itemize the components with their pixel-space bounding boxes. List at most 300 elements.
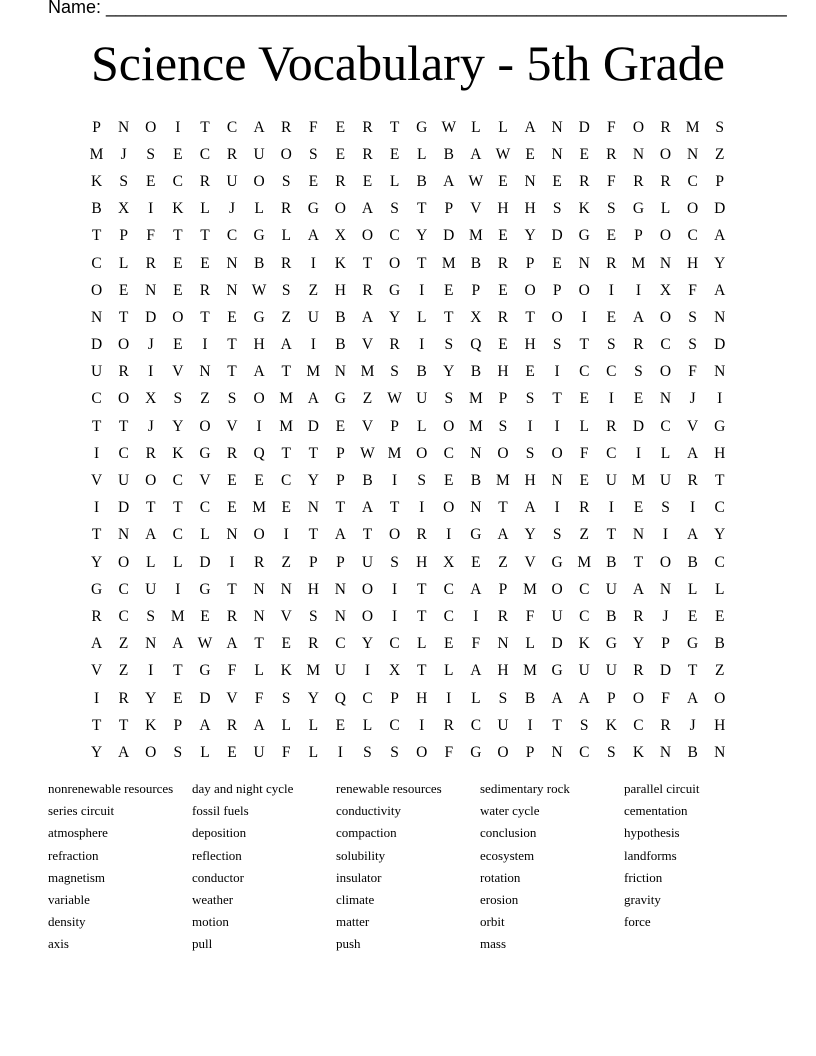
grid-letter: L	[416, 635, 427, 653]
grid-letter: L	[714, 580, 725, 598]
grid-letter: I	[310, 336, 316, 354]
grid-letter: W	[387, 390, 402, 408]
grid-letter: Y	[388, 308, 401, 326]
grid-letter: C	[579, 363, 590, 381]
grid-letter: K	[172, 444, 184, 462]
grid-letter: C	[443, 607, 454, 625]
grid-letter: E	[146, 172, 156, 190]
grid-letter: N	[470, 444, 482, 462]
grid-letter: I	[608, 390, 614, 408]
grid-letter: C	[389, 716, 400, 734]
grid-letter: C	[362, 689, 373, 707]
word-bank-item: orbit	[480, 914, 505, 930]
grid-letter: R	[335, 172, 346, 190]
page-title: Science Vocabulary - 5th Grade	[90, 35, 726, 91]
grid-letter: I	[554, 417, 560, 435]
grid-letter: E	[444, 472, 454, 490]
grid-letter: N	[145, 281, 157, 299]
grid-letter: L	[471, 118, 481, 136]
grid-letter: B	[524, 689, 536, 707]
word-bank-item: rotation	[480, 869, 521, 885]
grid-letter: T	[444, 308, 454, 326]
grid-letter: D	[118, 499, 130, 517]
grid-letter: P	[390, 689, 399, 707]
word-bank-item: gravity	[624, 891, 661, 907]
grid-letter: E	[471, 553, 481, 571]
grid-letter: F	[688, 281, 697, 299]
grid-letter: T	[118, 417, 129, 435]
grid-letter: I	[419, 281, 425, 299]
grid-letter: H	[687, 254, 699, 272]
grid-letter: A	[307, 390, 319, 408]
grid-letter: N	[226, 254, 238, 272]
grid-letter: H	[307, 580, 319, 598]
grid-letter: A	[307, 227, 319, 245]
grid-letter: G	[199, 662, 211, 680]
grid-letter: T	[227, 363, 237, 381]
grid-letter: H	[334, 281, 346, 299]
grid-letter: T	[200, 227, 210, 245]
grid-letter: Z	[308, 281, 319, 299]
grid-letter: F	[661, 689, 670, 707]
grid-letter: I	[635, 281, 641, 299]
grid-letter: K	[334, 254, 346, 272]
grid-letter: A	[470, 145, 482, 163]
grid-letter: T	[281, 444, 291, 462]
grid-letter: L	[660, 444, 671, 462]
grid-letter: M	[631, 472, 646, 490]
grid-letter: T	[173, 227, 183, 245]
grid-letter: L	[660, 200, 671, 218]
grid-letter: S	[552, 200, 562, 218]
grid-letter: S	[363, 743, 372, 761]
grid-letter: I	[93, 444, 100, 462]
grid-letter: O	[172, 308, 184, 326]
grid-letter: N	[659, 743, 672, 761]
grid-letter: B	[335, 308, 346, 326]
grid-letter: C	[389, 227, 400, 245]
grid-letter: A	[118, 743, 130, 761]
grid-letter: T	[200, 308, 210, 326]
word-bank-item: cementation	[624, 803, 688, 819]
grid-letter: T	[416, 200, 427, 218]
grid-letter: V	[361, 417, 374, 435]
word-bank-item: solubility	[336, 847, 386, 863]
grid-letter: V	[226, 417, 238, 435]
grid-letter: R	[443, 716, 454, 734]
grid-letter: S	[390, 553, 399, 571]
grid-letter: X	[659, 281, 672, 299]
grid-letter: H	[497, 363, 509, 381]
grid-letter: I	[391, 472, 398, 490]
grid-letter: S	[119, 172, 128, 190]
grid-letter: I	[473, 607, 479, 625]
grid-letter: S	[281, 172, 291, 190]
grid-letter: N	[253, 580, 265, 598]
grid-letter: C	[172, 526, 183, 544]
grid-letter: N	[470, 499, 482, 517]
grid-letter: E	[118, 281, 129, 299]
grid-letter: O	[659, 308, 672, 326]
grid-letter: M	[170, 607, 185, 625]
grid-letter: M	[252, 499, 266, 517]
grid-letter: N	[524, 172, 536, 190]
grid-letter: U	[118, 472, 130, 490]
grid-letter: I	[364, 662, 371, 680]
grid-letter: B	[687, 743, 698, 761]
grid-letter: I	[446, 526, 452, 544]
grid-letter: P	[715, 172, 725, 190]
grid-letter: G	[551, 553, 563, 571]
grid-letter: T	[118, 716, 129, 734]
grid-letter: W	[360, 444, 375, 462]
grid-letter: H	[497, 200, 509, 218]
grid-letter: R	[118, 689, 129, 707]
grid-letter: C	[579, 607, 590, 625]
grid-letter: R	[579, 172, 590, 190]
grid-letter: I	[419, 336, 425, 354]
grid-letter: E	[498, 172, 508, 190]
grid-letter: A	[172, 635, 184, 653]
grid-letter: N	[497, 635, 509, 653]
grid-letter: L	[579, 417, 589, 435]
grid-letter: S	[390, 363, 399, 381]
grid-letter: N	[714, 363, 726, 381]
grid-letter: I	[662, 526, 669, 544]
grid-letter: M	[468, 227, 483, 245]
grid-letter: D	[578, 118, 590, 136]
grid-letter: R	[497, 254, 509, 272]
grid-letter: R	[416, 526, 427, 544]
grid-letter: Y	[145, 689, 157, 707]
grid-letter: C	[579, 743, 590, 761]
grid-letter: P	[525, 743, 535, 761]
grid-letter: O	[551, 444, 563, 462]
grid-letter: U	[659, 472, 672, 490]
grid-letter: G	[199, 580, 211, 598]
grid-letter: E	[362, 172, 373, 190]
grid-letter: E	[606, 308, 617, 326]
grid-letter: N	[199, 363, 211, 381]
grid-letter: R	[118, 363, 129, 381]
grid-letter: R	[362, 145, 373, 163]
grid-letter: N	[118, 118, 130, 136]
grid-letter: O	[632, 689, 645, 707]
grid-letter: U	[416, 390, 428, 408]
grid-letter: T	[91, 227, 102, 245]
grid-letter: E	[173, 689, 183, 707]
grid-letter: L	[416, 308, 427, 326]
grid-letter: O	[714, 689, 726, 707]
grid-letter: C	[118, 444, 129, 462]
grid-letter: A	[551, 689, 563, 707]
grid-letter: E	[281, 635, 291, 653]
grid-letter: J	[662, 607, 669, 625]
grid-letter: T	[579, 336, 589, 354]
grid-letter: C	[118, 580, 129, 598]
grid-letter: Y	[307, 472, 319, 490]
grid-letter: K	[605, 716, 617, 734]
grid-letter: V	[470, 200, 482, 218]
grid-letter: N	[280, 580, 292, 598]
grid-letter: G	[470, 743, 482, 761]
grid-letter: R	[281, 200, 292, 218]
grid-letter: C	[335, 635, 346, 653]
grid-letter: E	[606, 227, 617, 245]
grid-letter: A	[578, 689, 590, 707]
grid-letter: O	[199, 417, 211, 435]
grid-letter: A	[632, 308, 645, 326]
grid-letter: A	[145, 526, 157, 544]
grid-letter: O	[361, 607, 374, 625]
grid-letter: B	[470, 254, 482, 272]
grid-letter: K	[280, 662, 292, 680]
grid-letter: Y	[524, 227, 536, 245]
grid-letter: E	[714, 607, 725, 625]
grid-letter: S	[227, 390, 237, 408]
grid-letter: M	[279, 417, 294, 435]
grid-letter: S	[281, 281, 291, 299]
grid-letter: F	[281, 743, 291, 761]
grid-letter: R	[633, 336, 644, 354]
grid-letter: L	[118, 254, 129, 272]
grid-letter: R	[281, 118, 292, 136]
word-bank-item: refraction	[48, 847, 99, 863]
grid-letter: O	[416, 444, 428, 462]
grid-letter: T	[308, 526, 319, 544]
grid-letter: A	[253, 363, 265, 381]
word-bank-item: erosion	[480, 891, 519, 907]
grid-letter: O	[497, 743, 509, 761]
grid-letter: C	[199, 499, 211, 517]
word-bank-item: push	[336, 936, 361, 952]
grid-letter: X	[443, 553, 455, 571]
grid-letter: T	[281, 363, 291, 381]
grid-letter: P	[498, 390, 508, 408]
grid-letter: O	[388, 526, 401, 544]
grid-letter: L	[308, 716, 319, 734]
grid-letter: C	[226, 227, 238, 245]
grid-letter: M	[89, 145, 104, 163]
grid-letter: N	[714, 743, 726, 761]
grid-letter: C	[606, 363, 617, 381]
grid-letter: A	[90, 635, 103, 653]
grid-letter: Y	[443, 363, 455, 381]
grid-letter: T	[552, 390, 562, 408]
grid-letter: R	[226, 444, 238, 462]
word-bank-item: nonrenewable resources	[48, 781, 174, 796]
grid-letter: U	[90, 363, 103, 381]
grid-letter: U	[605, 580, 617, 598]
grid-letter: A	[470, 580, 482, 598]
grid-letter: N	[714, 308, 726, 326]
grid-letter: U	[253, 743, 265, 761]
grid-letter: C	[606, 444, 617, 462]
grid-letter: A	[361, 200, 374, 218]
grid-letter: I	[202, 336, 208, 354]
grid-letter: H	[416, 553, 428, 571]
grid-letter: L	[200, 200, 210, 218]
grid-letter: I	[148, 662, 154, 680]
name-field-label: Name: ____________________________________________________________________	[48, 0, 787, 17]
grid-letter: S	[607, 743, 616, 761]
grid-letter: N	[659, 254, 672, 272]
grid-letter: E	[335, 118, 346, 136]
grid-letter: G	[334, 390, 346, 408]
grid-letter: C	[226, 118, 238, 136]
grid-letter: F	[579, 444, 589, 462]
grid-letter: I	[608, 281, 614, 299]
grid-letter: V	[361, 336, 374, 354]
grid-letter: L	[308, 743, 319, 761]
grid-letter: N	[659, 390, 672, 408]
grid-letter: O	[253, 390, 265, 408]
grid-letter: G	[388, 281, 401, 299]
grid-letter: I	[229, 553, 235, 571]
grid-letter: F	[146, 227, 156, 245]
grid-letter: N	[632, 145, 645, 163]
grid-letter: V	[524, 553, 536, 571]
grid-letter: E	[579, 390, 589, 408]
grid-letter: T	[173, 499, 183, 517]
grid-letter: Y	[90, 553, 103, 571]
word-bank-item: hypothesis	[624, 825, 680, 841]
grid-letter: I	[93, 689, 100, 707]
grid-letter: M	[468, 417, 483, 435]
grid-letter: S	[607, 200, 616, 218]
grid-letter: I	[256, 417, 262, 435]
grid-letter: J	[228, 200, 236, 218]
grid-letter: B	[714, 635, 725, 653]
grid-letter: R	[281, 254, 292, 272]
grid-letter: S	[308, 607, 318, 625]
grid-letter: R	[579, 499, 590, 517]
grid-letter: I	[419, 499, 425, 517]
grid-letter: A	[361, 308, 374, 326]
grid-letter: N	[578, 254, 590, 272]
grid-letter: G	[199, 444, 211, 462]
grid-letter: E	[579, 472, 589, 490]
grid-letter: L	[687, 580, 698, 598]
grid-letter: O	[334, 200, 346, 218]
grid-letter: V	[172, 363, 184, 381]
grid-letter: X	[118, 200, 130, 218]
grid-letter: T	[498, 499, 508, 517]
word-search-grid	[83, 114, 733, 767]
grid-letter: T	[552, 716, 562, 734]
grid-letter: I	[283, 526, 289, 544]
grid-letter: L	[254, 200, 264, 218]
grid-letter: F	[444, 743, 454, 761]
grid-letter: O	[145, 472, 157, 490]
grid-letter: A	[687, 444, 699, 462]
grid-letter: C	[91, 390, 102, 408]
grid-letter: O	[524, 281, 536, 299]
grid-letter: N	[632, 526, 645, 544]
grid-letter: I	[527, 716, 533, 734]
grid-letter: G	[470, 526, 482, 544]
grid-letter: E	[173, 145, 183, 163]
grid-letter: S	[688, 308, 697, 326]
grid-letter: M	[306, 662, 321, 680]
grid-letter: L	[471, 689, 481, 707]
grid-letter: M	[631, 254, 646, 272]
grid-letter: A	[470, 662, 482, 680]
grid-letter: A	[524, 118, 536, 136]
grid-letter: R	[226, 716, 238, 734]
grid-letter: T	[633, 553, 644, 571]
grid-letter: A	[253, 118, 265, 136]
grid-letter: B	[470, 472, 482, 490]
grid-letter: B	[91, 200, 102, 218]
grid-letter: H	[524, 472, 536, 490]
grid-letter: B	[416, 172, 427, 190]
grid-letter: C	[389, 635, 400, 653]
grid-letter: D	[443, 227, 455, 245]
word-bank-item: conclusion	[480, 825, 537, 841]
grid-letter: C	[281, 472, 292, 490]
grid-letter: Y	[361, 635, 374, 653]
grid-letter: K	[578, 635, 590, 653]
grid-letter: U	[605, 662, 617, 680]
grid-letter: O	[578, 281, 590, 299]
grid-letter: M	[523, 662, 537, 680]
grid-letter: I	[446, 689, 452, 707]
grid-letter: T	[335, 499, 346, 517]
grid-letter: R	[145, 254, 156, 272]
grid-letter: E	[552, 172, 562, 190]
grid-letter: E	[227, 743, 237, 761]
grid-letter: R	[226, 145, 238, 163]
grid-letter: F	[607, 118, 616, 136]
word-bank-item: conductivity	[336, 803, 401, 819]
grid-letter: E	[335, 145, 346, 163]
grid-letter: I	[581, 308, 587, 326]
grid-letter: S	[579, 716, 589, 734]
grid-letter: C	[687, 172, 698, 190]
word-bank-item: axis	[48, 936, 69, 952]
grid-letter: S	[281, 689, 291, 707]
grid-letter: E	[254, 472, 264, 490]
grid-letter: O	[361, 227, 374, 245]
grid-letter: C	[443, 444, 454, 462]
grid-letter: S	[498, 689, 508, 707]
grid-letter: R	[660, 716, 671, 734]
word-bank-item: variable	[48, 891, 90, 907]
grid-letter: L	[416, 417, 427, 435]
grid-letter: P	[525, 254, 535, 272]
grid-letter: T	[687, 662, 698, 680]
grid-letter: G	[714, 417, 726, 435]
grid-letter: E	[335, 716, 346, 734]
grid-letter: I	[391, 607, 398, 625]
grid-letter: I	[148, 363, 154, 381]
grid-letter: C	[714, 553, 725, 571]
grid-letter: B	[606, 607, 617, 625]
grid-letter: F	[254, 689, 264, 707]
grid-letter: O	[253, 526, 265, 544]
grid-letter: P	[661, 635, 670, 653]
grid-letter: T	[227, 336, 237, 354]
grid-letter: U	[145, 580, 157, 598]
grid-letter: Z	[579, 526, 589, 544]
grid-letter: R	[687, 472, 698, 490]
grid-letter: T	[389, 499, 400, 517]
grid-letter: O	[659, 227, 672, 245]
grid-letter: B	[687, 553, 698, 571]
grid-letter: M	[441, 254, 456, 272]
grid-letter: L	[254, 662, 264, 680]
